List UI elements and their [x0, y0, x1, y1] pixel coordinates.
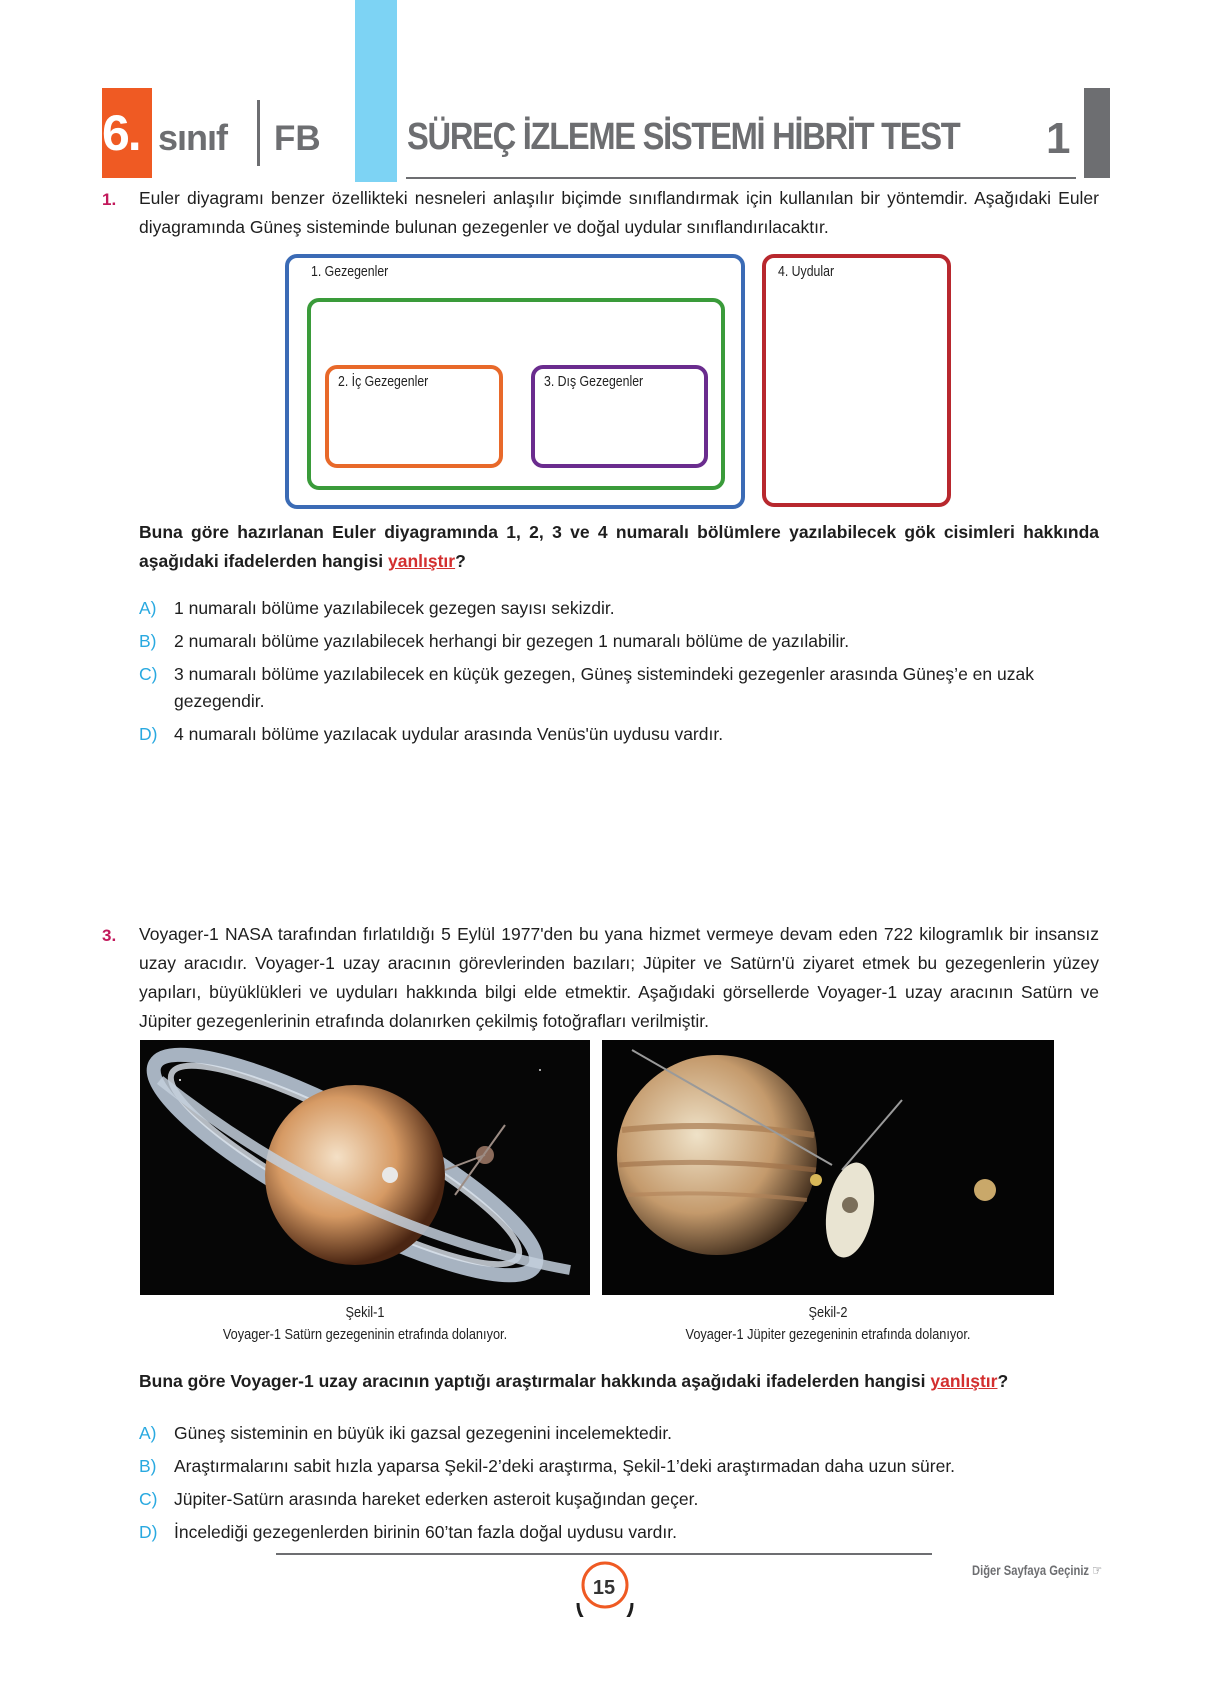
question-3-number: 3. — [102, 926, 117, 945]
figure-1-label: Şekil-1 — [345, 1304, 385, 1321]
figure-2-description: Voyager-1 Jüpiter gezegeninin etrafında dolanıyor. — [685, 1326, 971, 1343]
option-text: İncelediği gezegenlerden birinin 60’tan fazla doğal uydusu vardır. — [174, 1522, 677, 1542]
grade-word: sınıf — [158, 117, 228, 158]
figure-1-caption — [182, 1302, 548, 1346]
question-1-keyword: yanlıştır — [387, 551, 456, 571]
question-3-stem-text: Buna göre Voyager-1 uzay aracının yaptığı araştırmalar hakkında aşağıdaki ifadelerden hangisi — [139, 1371, 931, 1391]
question-3-stem — [139, 1367, 1099, 1396]
question-3-stem-end: ? — [997, 1371, 1009, 1391]
question-1-stem-text: Buna göre hazırlanan Euler diyagramında 1, 2, 3 ve 4 numaralı bölümlere yazılabilecek gök cisimleri hakkında aşağıdaki ifadelerden hangisi — [139, 522, 1099, 571]
option-text: 1 numaralı bölüme yazılabilecek gezegen sayısı sekizdir. — [174, 598, 615, 618]
euler-label-outer-planets: 3. Dış Gezegenler — [544, 373, 644, 390]
option-text: 3 numaralı bölüme yazılabilecek en küçük gezegen, Güneş sistemindeki gezegenler arasında Güneş’e en uzak gezegendir. — [174, 664, 1034, 711]
header-gray-bar — [1084, 88, 1110, 178]
grade-number: 6. — [102, 105, 140, 161]
header-accent-bar — [355, 0, 397, 182]
option-text: 2 numaralı bölüme yazılabilecek herhangi bir gezegen 1 numaralı bölüme de yazılabilir. — [174, 631, 850, 651]
next-page-text: Diğer Sayfaya Geçiniz — [972, 1562, 1090, 1578]
next-page-label — [972, 1562, 1102, 1579]
figure-2-label: Şekil-2 — [808, 1304, 848, 1321]
question-3-intro: Voyager-1 NASA tarafından fırlatıldığı 5 Eylül 1977'den bu yana hizmet vermeye devam eden 722 kilogramlık bir insansız uzay aracıdır. Voyager-1 uzay aracının görevlerinden bazıları; Jüpiter ve Satürn'ü ziyaret etmek bu gezegenlerin yüzey yapıları, büyüklükleri ve uyduları hakkında bilgi elde etmektir. Aşağıdaki görsellerde Voyager-1 uzay aracının Satürn ve Jüpiter gezegenlerinin etrafında dolanırken çekilmiş fotoğrafları verilmiştir. — [139, 924, 1099, 1031]
figure-1-saturn-image — [140, 1040, 590, 1295]
option-letter: D) — [139, 1522, 158, 1542]
question-1-stem-end: ? — [455, 551, 466, 571]
option-text: 4 numaralı bölüme yazılacak uydular arasında Venüs'ün uydusu vardır. — [174, 724, 724, 744]
option-letter: C) — [139, 1489, 158, 1509]
option-letter: A) — [139, 598, 157, 618]
header-divider — [257, 100, 260, 166]
question-1-stem — [139, 518, 1099, 576]
euler-label-inner-planets: 2. İç Gezegenler — [338, 373, 429, 390]
question-1-option-c[interactable] — [139, 661, 1099, 715]
pointing-hand-icon: ☞ — [1092, 1562, 1103, 1578]
question-3-option-c[interactable] — [139, 1486, 1099, 1513]
euler-box-moons — [762, 254, 951, 507]
question-1-intro: Euler diyagramı benzer özellikteki nesneleri anlaşılır biçimde sınıflandırmak için kullanılan bir yöntemdir. Aşağıdaki Euler diyagramında Güneş sisteminde bulunan gezegenler ve doğal uydular sınıflandırılacaktır. — [139, 188, 1099, 237]
option-letter: B) — [139, 1456, 157, 1476]
option-letter: D) — [139, 724, 158, 744]
test-number: 1 — [1046, 114, 1071, 163]
option-text: Güneş sisteminin en büyük iki gazsal gezegenini incelemektedir. — [174, 1423, 673, 1443]
question-3-option-d[interactable] — [139, 1519, 1099, 1546]
option-text: Jüpiter-Satürn arasında hareket ederken asteroit kuşağından geçer. — [174, 1489, 699, 1509]
question-1-option-b[interactable] — [139, 628, 1099, 655]
subject-label: FB — [274, 119, 321, 158]
saturn-illustration — [140, 1040, 590, 1295]
jupiter-illustration — [602, 1040, 1054, 1295]
question-1-option-d[interactable] — [139, 721, 1099, 748]
euler-label-planets: 1. Gezegenler — [311, 263, 389, 280]
question-3-keyword: yanlıştır — [930, 1371, 998, 1391]
option-letter: C) — [139, 664, 158, 684]
question-3-option-b[interactable] — [139, 1453, 1099, 1480]
figure-1-description: Voyager-1 Satürn gezegeninin etrafında dolanıyor. — [222, 1326, 508, 1343]
euler-label-moons: 4. Uydular — [778, 263, 835, 280]
figure-2-caption — [644, 1302, 1011, 1346]
question-1-option-a[interactable] — [139, 595, 1099, 622]
page-title: SÜREÇ İZLEME SİSTEMİ HİBRİT TEST — [407, 116, 960, 158]
question-3-option-a[interactable] — [139, 1420, 1099, 1447]
question-1-number: 1. — [102, 190, 117, 209]
option-letter: B) — [139, 631, 157, 651]
option-letter: A) — [139, 1423, 157, 1443]
figure-2-jupiter-image — [602, 1040, 1054, 1295]
page-number: 15 — [592, 1577, 616, 1599]
option-text: Araştırmalarını sabit hızla yaparsa Şekil-2’deki araştırma, Şekil-1’deki araştırmadan daha uzun sürer. — [174, 1456, 956, 1476]
header-underline — [406, 177, 1076, 179]
